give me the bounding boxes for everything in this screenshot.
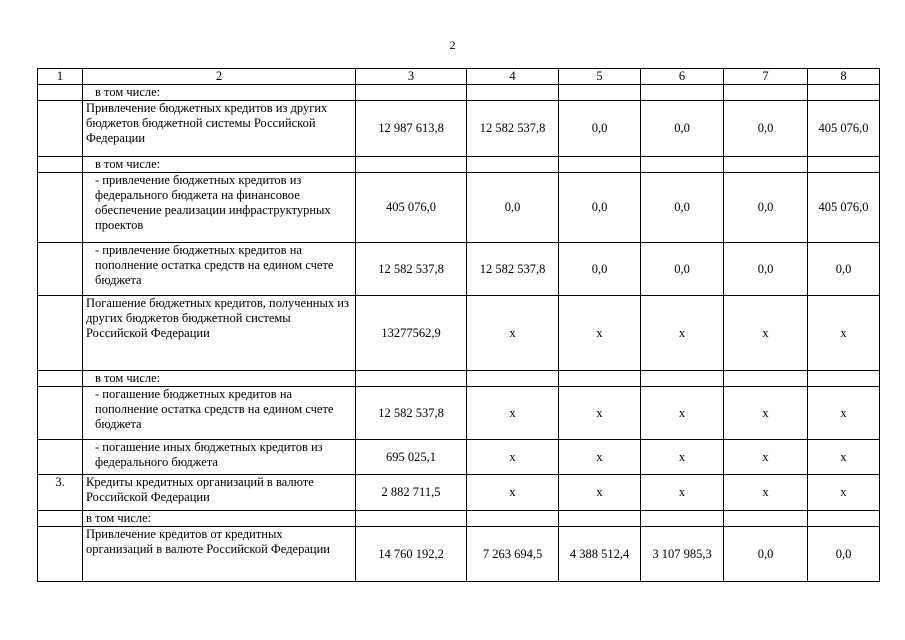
value-cell — [724, 371, 808, 387]
table-row — [38, 85, 880, 101]
value-cell: 0,0 — [641, 173, 724, 243]
column-number-row — [38, 69, 880, 85]
value-cell: x — [641, 387, 724, 440]
value-cell: 2 882 711,5 — [356, 475, 467, 511]
row-name-cell: - погашение иных бюджетных кредитов из федерального бюджета — [83, 440, 356, 475]
value-cell — [641, 511, 724, 527]
value-cell: x — [808, 440, 880, 475]
column-number-cell: 6 — [641, 69, 724, 85]
value-cell: 405 076,0 — [356, 173, 467, 243]
value-cell: 0,0 — [559, 173, 641, 243]
value-cell — [559, 511, 641, 527]
value-cell: 12 582 537,8 — [467, 243, 559, 296]
row-number-cell — [38, 440, 83, 475]
value-cell — [559, 157, 641, 173]
value-cell: 405 076,0 — [808, 101, 880, 157]
row-name-cell: в том числе: — [83, 157, 356, 173]
row-name-cell: Погашение бюджетных кредитов, полученных из других бюджетов бюджетной системы Российской Федерации — [83, 296, 356, 371]
column-number-cell: 1 — [38, 69, 83, 85]
row-number-cell — [38, 371, 83, 387]
value-cell — [808, 371, 880, 387]
value-cell — [356, 85, 467, 101]
value-cell — [559, 371, 641, 387]
row-number-cell — [38, 157, 83, 173]
row-name-cell: Привлечение бюджетных кредитов из других бюджетов бюджетной системы Российской Федерации — [83, 101, 356, 157]
value-cell: 12 987 613,8 — [356, 101, 467, 157]
column-number-cell: 3 — [356, 69, 467, 85]
value-cell: x — [559, 475, 641, 511]
value-cell: 12 582 537,8 — [356, 387, 467, 440]
budget-table — [37, 68, 880, 582]
row-name-cell: Кредиты кредитных организаций в валюте Российской Федерации — [83, 475, 356, 511]
value-cell — [641, 157, 724, 173]
value-cell: x — [724, 475, 808, 511]
row-name-cell: - погашение бюджетных кредитов на пополнение остатка средств на едином счете бюджета — [83, 387, 356, 440]
value-cell: x — [724, 296, 808, 371]
value-cell: 7 263 694,5 — [467, 527, 559, 582]
column-number-cell: 7 — [724, 69, 808, 85]
table-row — [38, 173, 880, 243]
row-name-cell: в том числе: — [83, 85, 356, 101]
value-cell: x — [467, 387, 559, 440]
row-number-cell — [38, 296, 83, 371]
value-cell: 13277562,9 — [356, 296, 467, 371]
row-number-cell — [38, 511, 83, 527]
value-cell: 0,0 — [724, 243, 808, 296]
value-cell — [467, 371, 559, 387]
value-cell: 695 025,1 — [356, 440, 467, 475]
row-number-cell — [38, 85, 83, 101]
value-cell: 0,0 — [641, 243, 724, 296]
value-cell: x — [467, 475, 559, 511]
value-cell: 0,0 — [641, 101, 724, 157]
value-cell: x — [641, 440, 724, 475]
value-cell: 12 582 537,8 — [467, 101, 559, 157]
value-cell: 0,0 — [467, 173, 559, 243]
value-cell: x — [559, 387, 641, 440]
value-cell: 3 107 985,3 — [641, 527, 724, 582]
value-cell: x — [724, 387, 808, 440]
row-name-cell: - привлечение бюджетных кредитов на пополнение остатка средств на едином счете бюджета — [83, 243, 356, 296]
value-cell: 0,0 — [808, 527, 880, 582]
value-cell: x — [467, 440, 559, 475]
value-cell — [467, 85, 559, 101]
value-cell: 12 582 537,8 — [356, 243, 467, 296]
value-cell: 0,0 — [724, 527, 808, 582]
value-cell — [356, 371, 467, 387]
table-body — [38, 69, 880, 582]
value-cell — [641, 371, 724, 387]
row-number-cell — [38, 243, 83, 296]
table-row — [38, 157, 880, 173]
row-number-cell: 3. — [38, 475, 83, 511]
value-cell: x — [724, 440, 808, 475]
value-cell: 0,0 — [808, 243, 880, 296]
value-cell — [808, 157, 880, 173]
row-number-cell — [38, 173, 83, 243]
row-name-cell: в том числе: — [83, 511, 356, 527]
table-row — [38, 527, 880, 582]
value-cell: 4 388 512,4 — [559, 527, 641, 582]
value-cell — [808, 85, 880, 101]
table-row — [38, 475, 880, 511]
page-number: 2 — [449, 38, 456, 52]
value-cell — [559, 85, 641, 101]
value-cell: 0,0 — [724, 173, 808, 243]
table-row — [38, 243, 880, 296]
table-row — [38, 387, 880, 440]
table-row — [38, 296, 880, 371]
table-row — [38, 440, 880, 475]
row-name-cell: Привлечение кредитов от кредитных организаций в валюте Российской Федерации — [83, 527, 356, 582]
table-row — [38, 371, 880, 387]
value-cell: x — [641, 296, 724, 371]
value-cell: x — [467, 296, 559, 371]
value-cell — [467, 511, 559, 527]
row-name-cell: - привлечение бюджетных кредитов из федерального бюджета на финансовое обеспечение реализации инфраструктурных проектов — [83, 173, 356, 243]
value-cell: x — [559, 296, 641, 371]
value-cell — [724, 511, 808, 527]
value-cell: x — [808, 475, 880, 511]
column-number-cell: 4 — [467, 69, 559, 85]
value-cell — [356, 511, 467, 527]
value-cell: x — [808, 296, 880, 371]
value-cell: 14 760 192,2 — [356, 527, 467, 582]
value-cell — [724, 85, 808, 101]
row-number-cell — [38, 387, 83, 440]
table-row — [38, 511, 880, 527]
value-cell — [467, 157, 559, 173]
row-number-cell — [38, 101, 83, 157]
value-cell: 0,0 — [559, 243, 641, 296]
value-cell — [808, 511, 880, 527]
value-cell: x — [559, 440, 641, 475]
value-cell: x — [641, 475, 724, 511]
column-number-cell: 2 — [83, 69, 356, 85]
value-cell: 0,0 — [724, 101, 808, 157]
column-number-cell: 5 — [559, 69, 641, 85]
value-cell — [356, 157, 467, 173]
row-number-cell — [38, 527, 83, 582]
value-cell: 0,0 — [559, 101, 641, 157]
value-cell: 405 076,0 — [808, 173, 880, 243]
value-cell: x — [808, 387, 880, 440]
value-cell — [641, 85, 724, 101]
value-cell — [724, 157, 808, 173]
table-row — [38, 101, 880, 157]
row-name-cell: в том числе: — [83, 371, 356, 387]
column-number-cell: 8 — [808, 69, 880, 85]
